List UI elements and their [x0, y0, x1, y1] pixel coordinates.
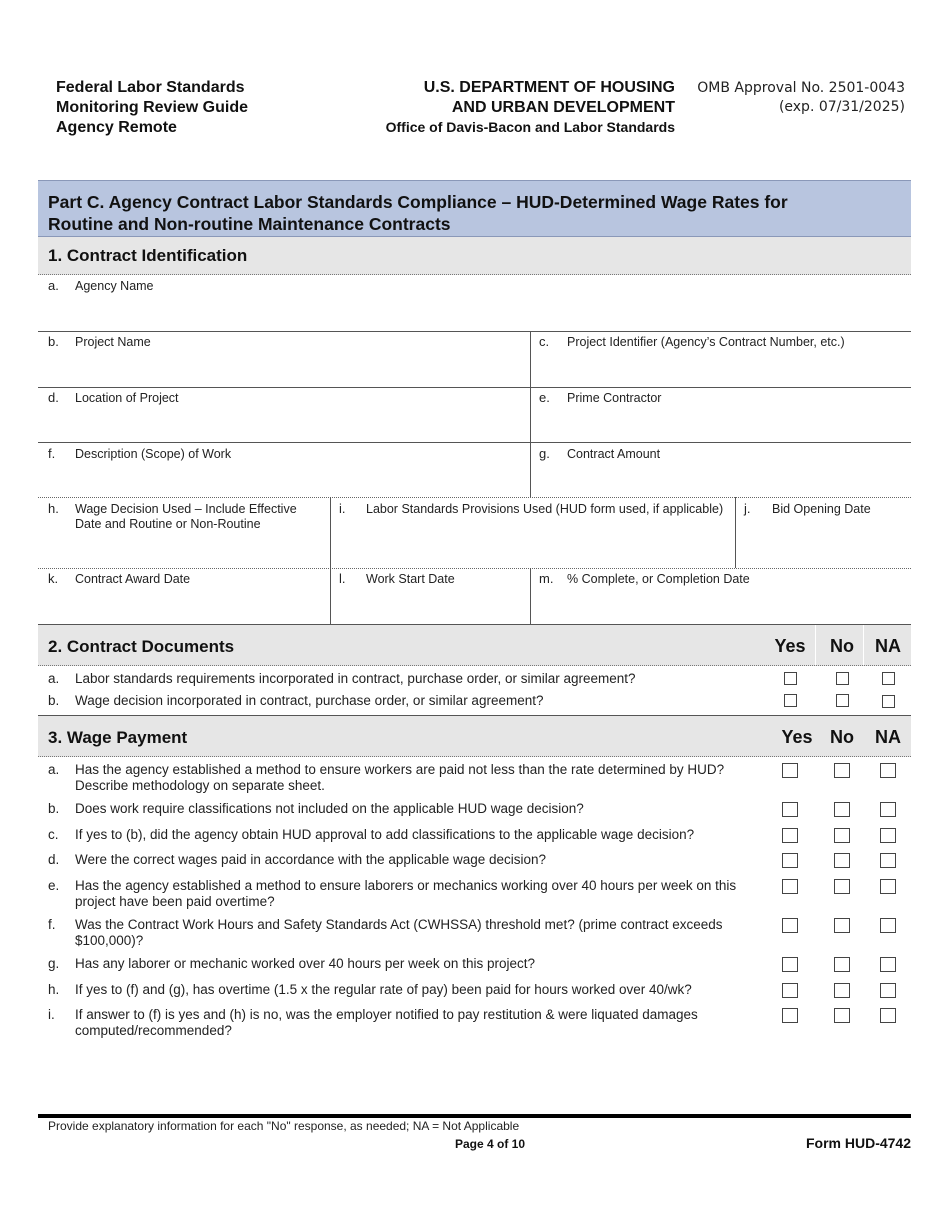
footer-note: Provide explanatory information for each "No" response, as needed; NA = Not Applicable: [48, 1119, 520, 1133]
yes-checkbox[interactable]: [782, 853, 798, 868]
grid-line: [38, 568, 911, 569]
office-line: Office of Davis-Bacon and Labor Standards: [385, 119, 675, 135]
page-number: Page 4 of 10: [454, 1137, 526, 1151]
section1-header: [38, 237, 911, 275]
part-title-banner: [38, 180, 911, 237]
field-letter: e.: [539, 390, 550, 405]
question-letter: f.: [48, 917, 56, 932]
contract-amount-field[interactable]: Contract Amount: [567, 447, 661, 461]
work-description-field[interactable]: Description (Scope) of Work: [75, 447, 232, 461]
question-letter: c.: [48, 827, 59, 842]
question-text: Has the agency established a method to ensure laborers or mechanics working over 40 hours per week on this project have been paid overtime?: [75, 878, 737, 909]
question-letter: h.: [48, 982, 60, 997]
na-column-header: NA: [875, 636, 901, 656]
guide-title-line3: Agency Remote: [56, 119, 177, 136]
no-checkbox[interactable]: [834, 828, 850, 843]
field-letter: f.: [48, 446, 56, 461]
field-letter: g.: [539, 446, 550, 461]
section2-header: [38, 624, 911, 666]
guide-title-line2: Monitoring Review Guide: [56, 99, 249, 116]
field-letter: i.: [339, 501, 346, 516]
section3-header: [38, 715, 911, 757]
no-checkbox[interactable]: [834, 853, 850, 868]
question-text: If yes to (b), did the agency obtain HUD approval to add classifications to the applicable wage decision?: [75, 827, 695, 842]
wage-decision-label-line2: Date and Routine or Non-Routine: [75, 517, 261, 531]
grid-divider: [330, 497, 331, 624]
yes-checkbox[interactable]: [782, 828, 798, 843]
yes-checkbox[interactable]: [782, 1008, 798, 1023]
no-checkbox[interactable]: [834, 802, 850, 817]
yes-checkbox[interactable]: [784, 672, 797, 685]
part-title-line1: Part C. Agency Contract Labor Standards Compliance – HUD-Determined Wage Rates for: [48, 192, 788, 212]
no-column-header: No: [830, 727, 854, 747]
yes-checkbox[interactable]: [782, 983, 798, 998]
bid-opening-date-field[interactable]: Bid Opening Date: [772, 502, 871, 516]
grid-divider: [530, 331, 531, 497]
no-column-header: No: [830, 636, 854, 656]
yes-checkbox[interactable]: [782, 802, 798, 817]
project-location-field[interactable]: Location of Project: [75, 391, 179, 405]
department-heading: [300, 78, 675, 137]
labor-provisions-field[interactable]: Labor Standards Provisions Used (HUD form used, if applicable): [366, 502, 724, 516]
no-checkbox[interactable]: [834, 763, 850, 778]
question-text: Was the Contract Work Hours and Safety Standards Act (CWHSSA) threshold met? (prime contract exceeds $100,000)?: [75, 917, 723, 948]
grid-divider: [530, 568, 531, 624]
project-name-field[interactable]: Project Name: [75, 335, 151, 349]
yes-checkbox[interactable]: [782, 957, 798, 972]
field-letter: a.: [48, 278, 59, 293]
omb-number: OMB Approval No. 2501-0043: [697, 80, 905, 96]
field-letter: m.: [539, 571, 554, 586]
question-text: Has the agency established a method to ensure workers are paid not less than the rate determined by HUD? Describe methodology on separate sheet.: [75, 762, 725, 793]
no-checkbox[interactable]: [834, 918, 850, 933]
wage-decision-label-line1: Wage Decision Used – Include Effective: [75, 502, 297, 516]
footer-rule: [38, 1114, 911, 1118]
question-letter: b.: [48, 693, 60, 708]
field-letter: d.: [48, 390, 59, 405]
section1-title: 1. Contract Identification: [48, 246, 248, 265]
work-start-date-field[interactable]: Work Start Date: [366, 572, 455, 586]
grid-line: [38, 497, 911, 498]
part-title-line2: Routine and Non-routine Maintenance Contracts: [48, 214, 451, 234]
question-letter: a.: [48, 762, 60, 777]
question-text: Wage decision incorporated in contract, purchase order, or similar agreement?: [75, 693, 544, 708]
guide-title-line1: Federal Labor Standards: [56, 79, 245, 96]
na-checkbox[interactable]: [880, 763, 896, 778]
question-letter: e.: [48, 878, 60, 893]
na-checkbox[interactable]: [882, 672, 895, 685]
yes-column-header: Yes: [774, 636, 806, 656]
na-checkbox[interactable]: [880, 828, 896, 843]
na-column-header: NA: [875, 727, 901, 747]
na-checkbox[interactable]: [880, 853, 896, 868]
na-checkbox[interactable]: [880, 957, 896, 972]
contract-award-date-field[interactable]: Contract Award Date: [75, 572, 191, 586]
field-letter: h.: [48, 501, 59, 516]
field-letter: b.: [48, 334, 59, 349]
grid-divider: [735, 497, 736, 568]
no-checkbox[interactable]: [834, 879, 850, 894]
prime-contractor-field[interactable]: Prime Contractor: [567, 391, 662, 405]
no-checkbox[interactable]: [836, 694, 849, 707]
question-text: Labor standards requirements incorporated in contract, purchase order, or similar agreement?: [75, 671, 636, 686]
na-checkbox[interactable]: [880, 983, 896, 998]
grid-line: [38, 442, 911, 443]
question-text: Were the correct wages paid in accordance with the applicable wage decision?: [75, 852, 547, 867]
field-letter: c.: [539, 334, 550, 349]
project-identifier-field[interactable]: Project Identifier (Agency’s Contract Number, etc.): [567, 335, 845, 349]
na-checkbox[interactable]: [882, 695, 895, 708]
question-letter: g.: [48, 956, 60, 971]
question-letter: i.: [48, 1007, 55, 1022]
grid-line: [38, 331, 911, 332]
omb-expiration: (exp. 07/31/2025): [778, 99, 905, 115]
question-letter: d.: [48, 852, 60, 867]
field-letter: j.: [744, 501, 751, 516]
yes-checkbox[interactable]: [784, 694, 797, 707]
wage-decision-field[interactable]: [75, 502, 297, 532]
section2-title: 2. Contract Documents: [48, 637, 235, 656]
no-checkbox[interactable]: [834, 957, 850, 972]
question-text: Has any laborer or mechanic worked over 40 hours per week on this project?: [75, 956, 535, 971]
na-checkbox[interactable]: [880, 918, 896, 933]
na-checkbox[interactable]: [880, 802, 896, 817]
yes-column-header: Yes: [781, 727, 813, 747]
grid-line: [38, 387, 911, 388]
yes-checkbox[interactable]: [782, 879, 798, 894]
question-text: If yes to (f) and (g), has overtime (1.5 x the regular rate of pay) been paid for hours worked over 40/wk?: [75, 982, 692, 997]
na-checkbox[interactable]: [880, 1008, 896, 1023]
field-letter: k.: [48, 571, 59, 586]
agency-name-field[interactable]: Agency Name: [75, 279, 154, 293]
na-checkbox[interactable]: [880, 879, 896, 894]
omb-approval: [697, 79, 905, 117]
field-letter: l.: [339, 571, 346, 586]
question-text: If answer to (f) is yes and (h) is no, was the employer notified to pay restitution & were liquated damages computed/recommended?: [75, 1007, 698, 1038]
department-line2: AND URBAN DEVELOPMENT: [451, 99, 675, 116]
yes-checkbox[interactable]: [782, 763, 798, 778]
no-checkbox[interactable]: [834, 1008, 850, 1023]
section3-title: 3. Wage Payment: [48, 728, 188, 747]
question-letter: b.: [48, 801, 60, 816]
completion-date-field[interactable]: % Complete, or Completion Date: [567, 572, 750, 586]
guide-title: [56, 78, 248, 138]
question-letter: a.: [48, 671, 60, 686]
no-checkbox[interactable]: [836, 672, 849, 685]
no-checkbox[interactable]: [834, 983, 850, 998]
question-text: Does work require classifications not included on the applicable HUD wage decision?: [75, 801, 584, 816]
yes-checkbox[interactable]: [782, 918, 798, 933]
form-number: Form HUD-4742: [805, 1135, 911, 1151]
department-line1: U.S. DEPARTMENT OF HOUSING: [423, 79, 675, 96]
